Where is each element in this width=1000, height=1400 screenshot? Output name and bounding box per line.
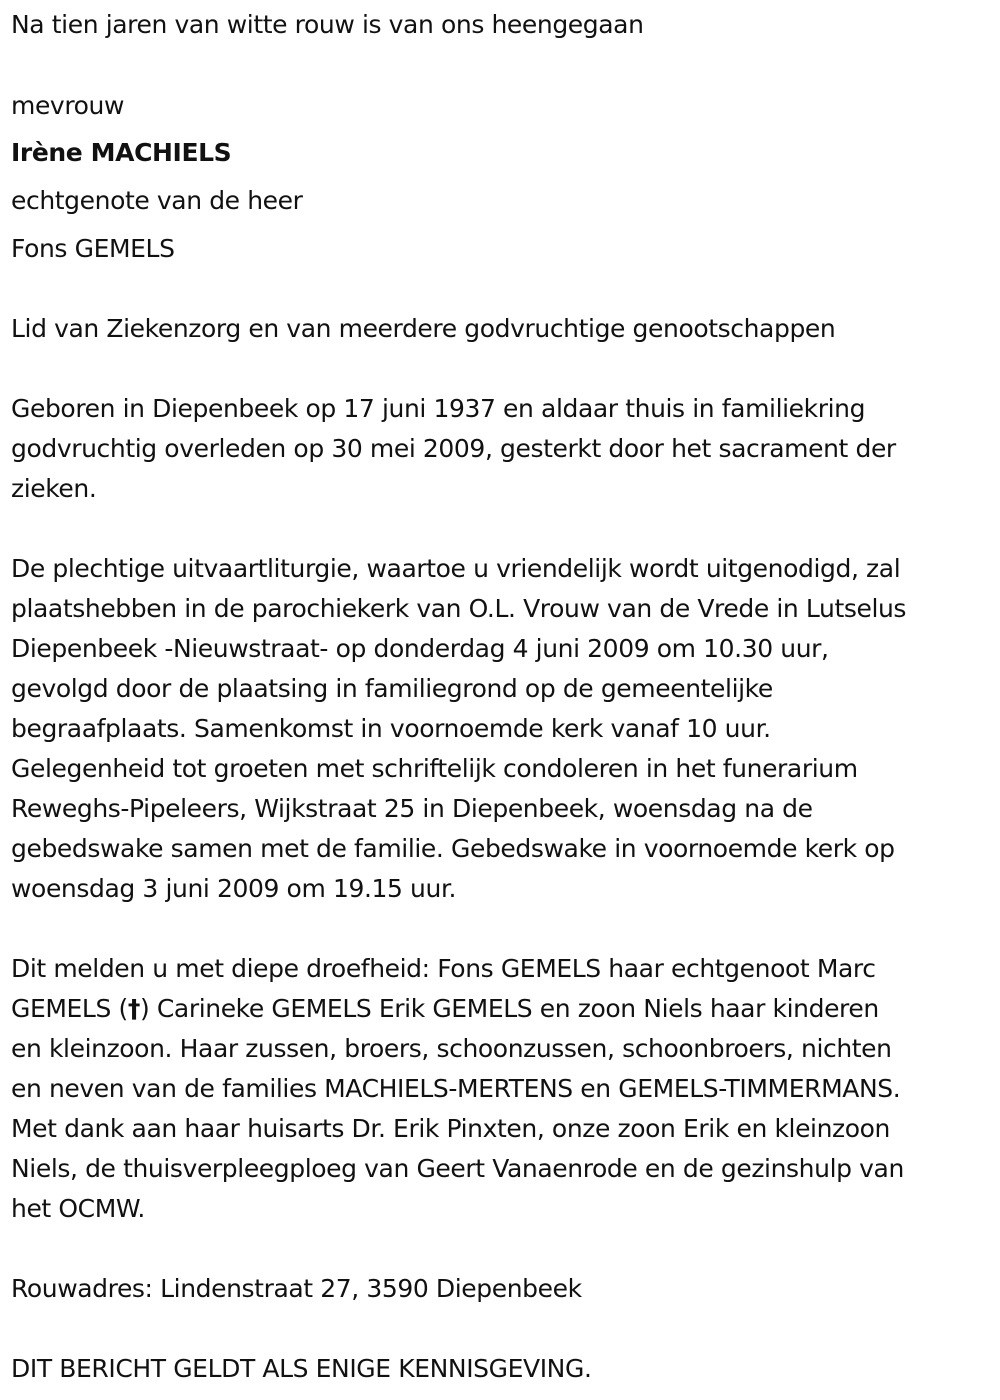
spouse-name: Fons GEMELS bbox=[11, 234, 175, 263]
text-line: en neven van de families MACHIELS-MERTENS en GEMELS-TIMMERMANS. bbox=[11, 1074, 901, 1103]
cross-icon: † bbox=[127, 994, 140, 1023]
text-line: het OCMW. bbox=[11, 1194, 145, 1223]
text-line: godvruchtig overleden op 30 mei 2009, gesterkt door het sacrament der bbox=[11, 434, 896, 463]
title-prefix: mevrouw bbox=[11, 91, 125, 120]
text-line: De plechtige uitvaartliturgie, waartoe u vriendelijk wordt uitgenodigd, zal bbox=[11, 554, 901, 583]
text-line: Geboren in Diepenbeek op 17 juni 1937 en aldaar thuis in familiekring bbox=[11, 394, 866, 423]
text-line: zieken. bbox=[11, 474, 97, 503]
ceremony-paragraph bbox=[11, 549, 993, 909]
text-line: Niels, de thuisverpleegploeg van Geert Vanaenrode en de gezinshulp van bbox=[11, 1154, 904, 1183]
text-line: Reweghs-Pipeleers, Wijkstraat 25 in Diepenbeek, woensdag na de bbox=[11, 794, 813, 823]
text-line: Gelegenheid tot groeten met schriftelijk condoleren in het funerarium bbox=[11, 754, 858, 783]
text-line: gevolgd door de plaatsing in familiegrond op de gemeentelijke bbox=[11, 674, 773, 703]
deceased-name: Irène MACHIELS bbox=[11, 138, 232, 167]
notice-line: DIT BERICHT GELDT ALS ENIGE KENNISGEVING. bbox=[11, 1354, 592, 1383]
text-line: gebedswake samen met de familie. Gebedswake in voornoemde kerk op bbox=[11, 834, 895, 863]
text-line: Diepenbeek -Nieuwstraat- op donderdag 4 juni 2009 om 10.30 uur, bbox=[11, 634, 829, 663]
text-line bbox=[11, 989, 993, 1029]
text-line: woensdag 3 juni 2009 om 19.15 uur. bbox=[11, 874, 457, 903]
intro-line: Na tien jaren van witte rouw is van ons heengegaan bbox=[11, 10, 644, 39]
text-fragment: GEMELS ( bbox=[11, 994, 128, 1023]
announcement-paragraph bbox=[11, 949, 993, 1229]
relation-line: echtgenote van de heer bbox=[11, 186, 303, 215]
membership-line: Lid van Ziekenzorg en van meerdere godvruchtige genootschappen bbox=[11, 314, 836, 343]
birth-death-paragraph bbox=[11, 389, 993, 509]
text-line: en kleinzoon. Haar zussen, broers, schoonzussen, schoonbroers, nichten bbox=[11, 1034, 892, 1063]
text-fragment: ) Carineke GEMELS Erik GEMELS en zoon Niels haar kinderen bbox=[139, 994, 879, 1023]
text-line: begraafplaats. Samenkomst in voornoemde kerk vanaf 10 uur. bbox=[11, 714, 771, 743]
text-line: plaatshebben in de parochiekerk van O.L. Vrouw van de Vrede in Lutselus bbox=[11, 594, 907, 623]
address-line: Rouwadres: Lindenstraat 27, 3590 Diepenbeek bbox=[11, 1274, 582, 1303]
text-line: Dit melden u met diepe droefheid: Fons GEMELS haar echtgenoot Marc bbox=[11, 954, 876, 983]
text-line: Met dank aan haar huisarts Dr. Erik Pinxten, onze zoon Erik en kleinzoon bbox=[11, 1114, 891, 1143]
